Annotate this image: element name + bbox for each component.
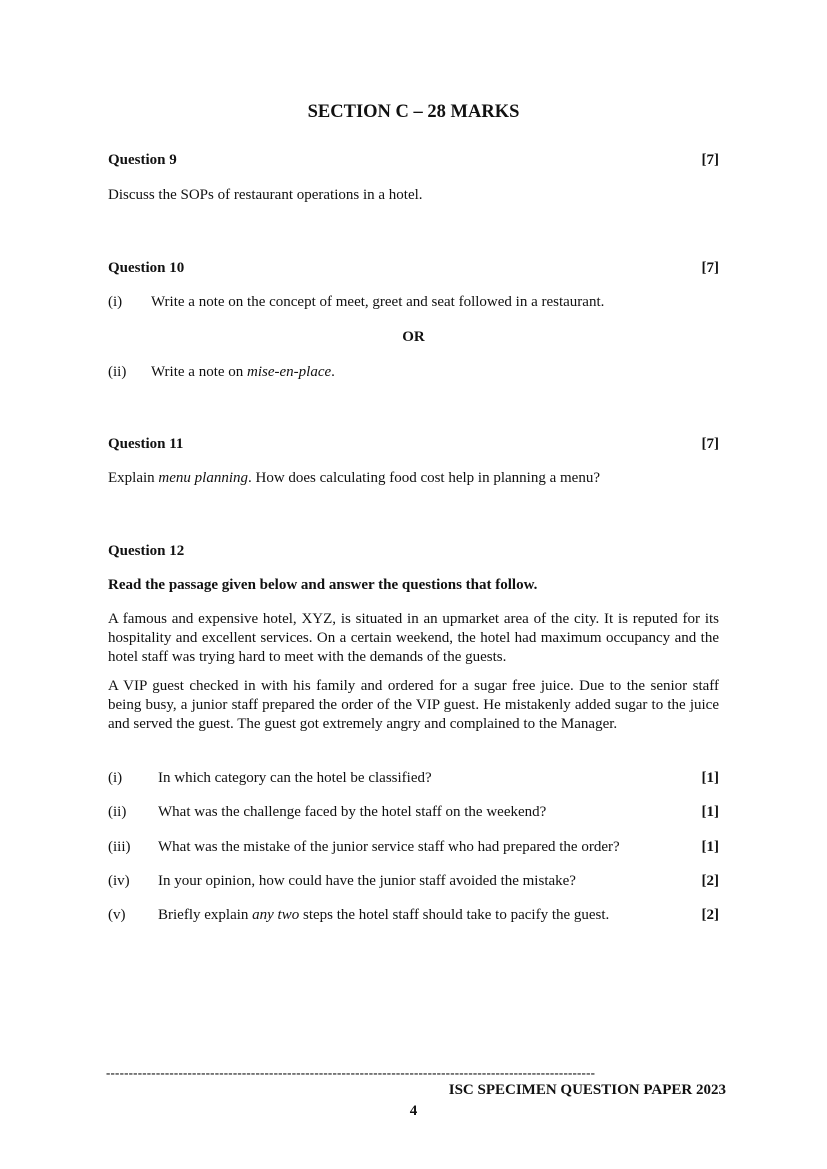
footer-paper-title: ISC SPECIMEN QUESTION PAPER 2023 xyxy=(448,1082,726,1098)
part-number: (iii) xyxy=(108,839,131,855)
part-text: What was the challenge faced by the hotel staff on the weekend? xyxy=(158,804,547,820)
footer-rule: ------------------------------------------------------------------------------------------------------------ xyxy=(106,1066,596,1080)
part-marks: [2] xyxy=(701,873,719,889)
page-number xyxy=(0,1102,827,1120)
part-text xyxy=(158,906,609,924)
question-12-heading xyxy=(108,542,719,560)
question-10-label: Question 10 xyxy=(108,260,185,276)
part-marks: [1] xyxy=(701,804,719,820)
part-text: Write a note on the concept of meet, greet and seat followed in a restaurant. xyxy=(151,294,605,310)
part-number: (i) xyxy=(108,770,123,786)
part-number: (v) xyxy=(108,907,126,923)
question-10-marks: [7] xyxy=(701,260,719,276)
part-number: (i) xyxy=(108,294,123,310)
part-text: What was the mistake of the junior service staff who had prepared the order? xyxy=(158,839,620,855)
part-text-term: mise-en-place xyxy=(247,364,332,380)
question-11-marks: [7] xyxy=(701,436,719,452)
question-12-instruction: Read the passage given below and answer the questions that follow. xyxy=(108,577,538,593)
section-title: SECTION C – 28 MARKS xyxy=(307,102,520,122)
question-11-suffix: . How does calculating food cost help in planning a menu? xyxy=(247,470,600,486)
question-9-heading xyxy=(108,151,719,169)
question-9-text: Discuss the SOPs of restaurant operations in a hotel. xyxy=(108,187,423,203)
part-marks: [2] xyxy=(701,907,719,923)
part-text-suffix: steps the hotel staff should take to pacify the guest. xyxy=(299,907,610,923)
page-number-text: 4 xyxy=(409,1103,418,1119)
question-11-term: menu planning xyxy=(158,470,248,486)
question-12-label: Question 12 xyxy=(108,543,185,559)
part-text-prefix: Write a note on xyxy=(151,364,248,380)
question-11-heading xyxy=(108,435,719,453)
part-marks: [1] xyxy=(701,770,719,786)
part-text-prefix: Briefly explain xyxy=(158,907,253,923)
question-11-prefix: Explain xyxy=(108,470,159,486)
question-11-label: Question 11 xyxy=(108,436,184,452)
part-text-term: any two xyxy=(252,907,300,923)
passage-paragraph-2: A VIP guest checked in with his family and ordered for a sugar free juice. Due to the senior staff being busy, a junior staff prepared the order of the VIP guest. He mistakenly added sugar to the juice and served the guest. The guest got extremely angry and complained to the Manager. xyxy=(108,678,719,732)
part-text: In your opinion, how could have the junior staff avoided the mistake? xyxy=(158,873,576,889)
question-10-heading xyxy=(108,259,719,277)
question-9-label: Question 9 xyxy=(108,152,177,168)
passage-paragraph-1: A famous and expensive hotel, XYZ, is situated in an upmarket area of the city. It is reputed for its hospitality and excellent services. On a certain weekend, the hotel had maximum occupancy and the hotel staff was trying hard to meet with the demands of the guests. xyxy=(108,611,719,665)
part-number: (iv) xyxy=(108,873,130,889)
or-divider: OR xyxy=(402,329,425,345)
part-text: In which category can the hotel be classified? xyxy=(158,770,432,786)
part-text-suffix: . xyxy=(331,364,335,380)
part-number: (ii) xyxy=(108,804,127,820)
question-9-marks: [7] xyxy=(701,152,719,168)
part-text xyxy=(151,363,335,381)
part-marks: [1] xyxy=(701,839,719,855)
question-11-text xyxy=(108,469,719,487)
part-number: (ii) xyxy=(108,364,127,380)
